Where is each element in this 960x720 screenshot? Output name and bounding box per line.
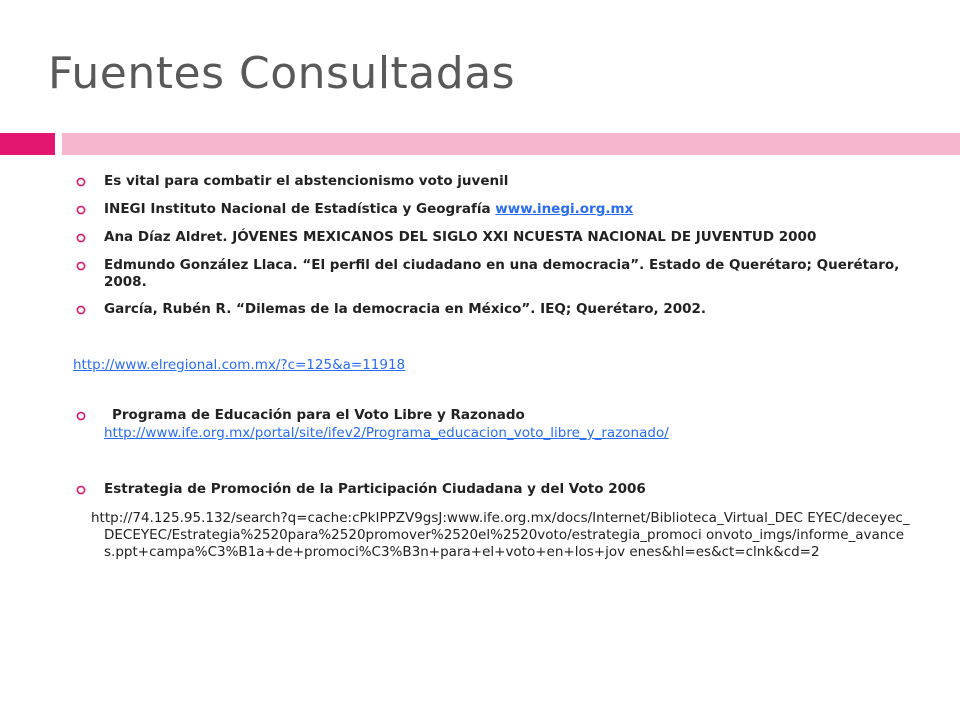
elregional-link[interactable]: http://www.elregional.com.mx/?c=125&a=11918 [73, 357, 406, 373]
ring-bullet-icon [76, 205, 86, 215]
reference-text: Programa de Educación para el Voto Libre y Razonado [112, 407, 525, 423]
reference-item [104, 407, 884, 424]
ring-bullet-icon [76, 305, 86, 315]
reference-text: Estrategia de Promoción de la Participación Ciudadana y del Voto 2006 [104, 481, 646, 497]
ring-bullet-icon [76, 411, 86, 421]
title-rule [62, 133, 960, 155]
reference-text: Edmundo González Llaca. “El perfil del ciudadano en una democracia”. Estado de Querétaro; Querétaro, 2008. [104, 257, 900, 290]
reference-text: Ana Díaz Aldret. JÓVENES MEXICANOS DEL SIGLO XXI NCUESTA NACIONAL DE JUVENTUD 2000 [104, 229, 817, 245]
reference-text: Es vital para combatir el abstencionismo voto juvenil [104, 173, 509, 189]
reference-item [104, 257, 904, 291]
reference-item [104, 229, 904, 246]
estrategia-url: http://74.125.95.132/search?q=cache:cPkIPPZV9gsJ:www.ife.org.mx/docs/Internet/Biblioteca_Virtual_DEC EYEC/deceyec_DECEYEC/Estrategia%2520para%2520promover%2520el%2520voto/estrategia_promoci onvoto_imgs/informe_avances.ppt+campa%C3%B1a+de+promoci%C3%B3n+para+el+voto+en+los+jov enes&hl=es&ct=clnk&cd=2 [91, 510, 910, 560]
standalone-link-line [73, 357, 405, 374]
reference-text: García, Rubén R. “Dilemas de la democracia en México”. IEQ; Querétaro, 2002. [104, 301, 707, 317]
rule-gap [55, 133, 62, 155]
reference-item [104, 481, 904, 498]
programa-link-line [104, 425, 904, 442]
ring-bullet-icon [76, 261, 86, 271]
reference-item [104, 301, 904, 318]
reference-item [104, 201, 904, 218]
inegi-link[interactable]: www.inegi.org.mx [495, 201, 634, 217]
ring-bullet-icon [76, 177, 86, 187]
reference-text: INEGI Instituto Nacional de Estadística y Geografía [104, 201, 496, 217]
accent-bar [0, 133, 55, 155]
slide-title: Fuentes Consultadas [48, 48, 516, 99]
reference-item [104, 173, 904, 190]
ring-bullet-icon [76, 233, 86, 243]
ring-bullet-icon [76, 485, 86, 495]
ife-programa-link[interactable]: http://www.ife.org.mx/portal/site/ifev2/Programa_educacion_voto_libre_y_razonado/ [104, 425, 669, 441]
